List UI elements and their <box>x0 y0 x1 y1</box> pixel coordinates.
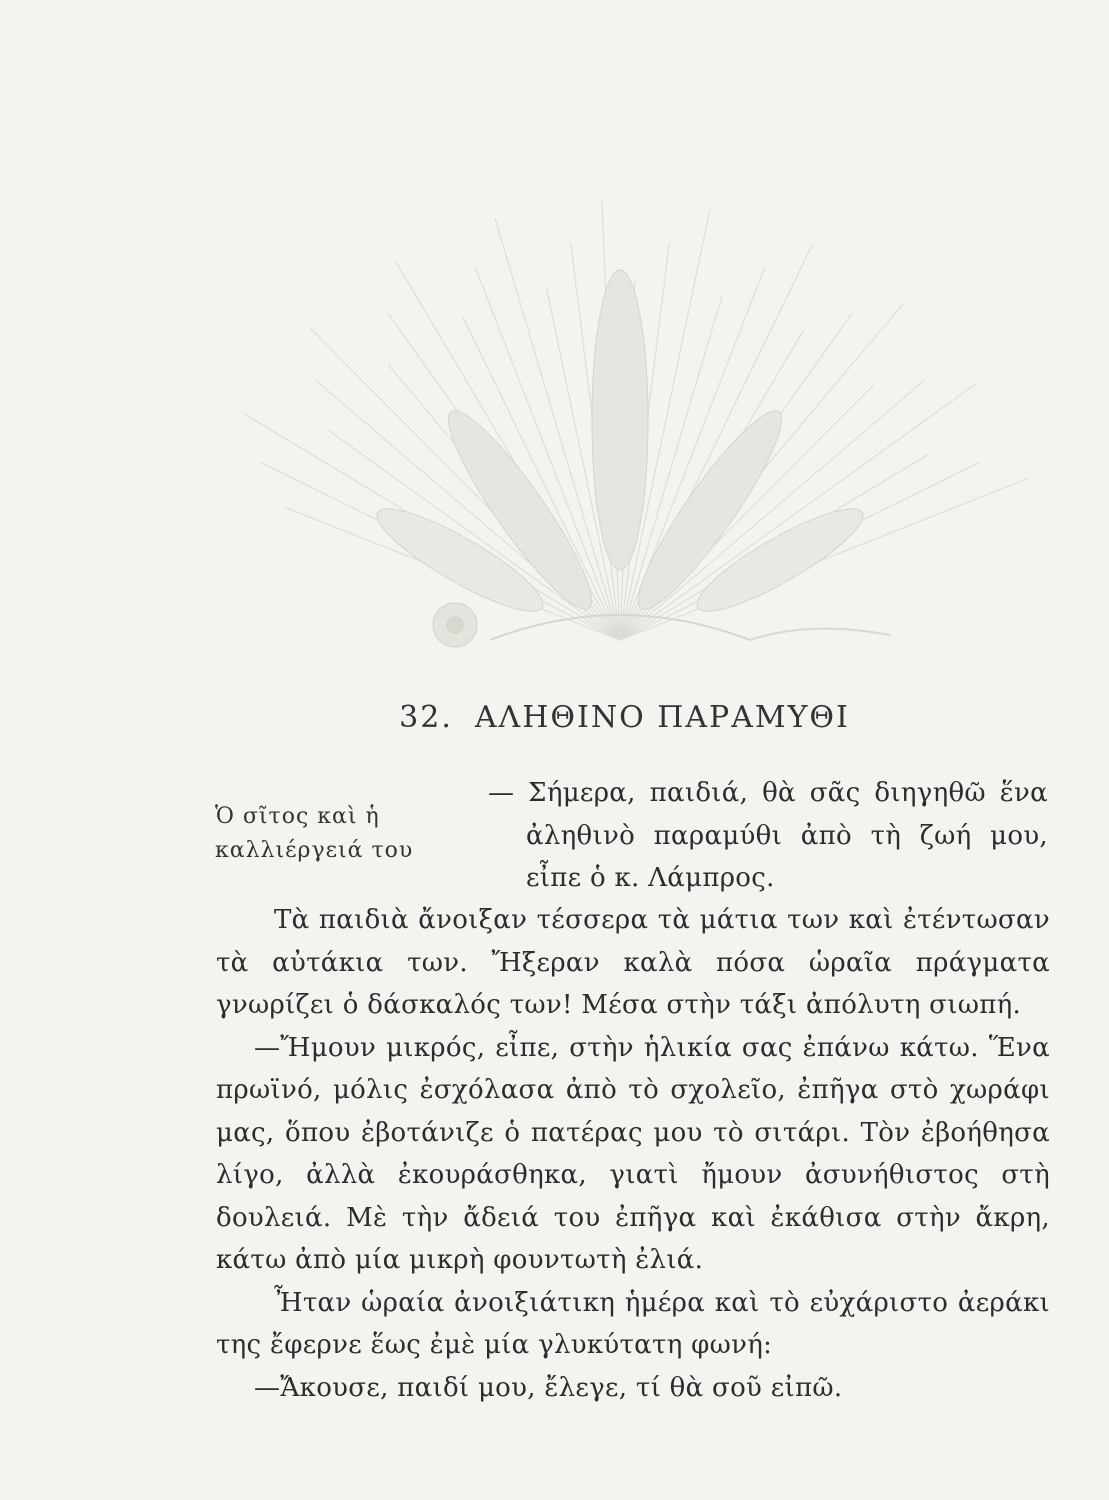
margin-note <box>215 800 455 868</box>
opening-line-1: — Σήμερα, παιδιά, θὰ σᾶς διηγηθῶ ἕνα <box>488 778 1048 808</box>
margin-note-line-1: Ὁ σῖτος καὶ ἡ <box>215 804 380 829</box>
chapter-title <box>0 700 1109 735</box>
paragraph: —Ἤμουν μικρός, εἶπε, στὴν ἡλικία σας ἐπάνω κάτω. Ἕνα πρωϊνό, μόλις ἐσχόλασα ἀπὸ τὸ σχολεῖο, ἐπῆγα στὸ χωράφι μας, ὅπου ἐβοτάνιζε ὁ πατέρας μου τὸ σιτάρι. Τὸν ἐβοήθησα λίγο, ἀλλὰ ἐκουράσθηκα, γιατὶ ἤμουν ἀσυνήθιστος στὴ δουλειά. Μὲ τὴν ἄδειά του ἐπῆγα καὶ ἐκάθισα στὴν ἄκρη, κάτω ἀπὸ μία μικρὴ φουντωτὴ ἐλιά. <box>216 1032 1050 1275</box>
paragraph: Ἦταν ὡραία ἀνοιξιάτικη ἡμέρα καὶ τὸ εὐχάριστο ἀεράκι της ἔφερνε ἕως ἐμὲ μία γλυκύτατη φωνή: <box>216 1287 1050 1360</box>
wheat-ornament <box>190 120 1050 680</box>
opening-line-3: εἶπε ὁ κ. Λάμπρος. <box>526 863 775 893</box>
paragraph: Τὰ παιδιὰ ἄνοιξαν τέσσερα τὰ μάτια των καὶ ἐτέντωσαν τὰ αὐτάκια των. Ἤξεραν καλὰ πόσα ὡραῖα πράγματα γνωρίζει ὁ δάσκαλός των! Μέσα στὴν τάξι ἀπόλυτη σιωπή. <box>216 905 1050 1020</box>
margin-note-line-2: καλλιέργειά του <box>215 838 414 863</box>
chapter-title-text: ΑΛΗΘΙΝΟ ΠΑΡΑΜΥΘΙ <box>474 700 850 735</box>
paragraph: —Ἄκουσε, παιδί μου, ἔλεγε, τί θὰ σοῦ εἰπῶ. <box>254 1372 843 1403</box>
opening-dialogue <box>488 772 1048 900</box>
wheat-ears-icon <box>367 270 874 627</box>
opening-line-2: ἀληθινὸ παραμύθι ἀπὸ τὴ ζωή μου, <box>526 820 1048 851</box>
story-body <box>216 899 1050 1409</box>
ornament-ray <box>620 383 977 640</box>
flower-icon <box>433 603 477 647</box>
chapter-number: 32. <box>399 700 453 735</box>
